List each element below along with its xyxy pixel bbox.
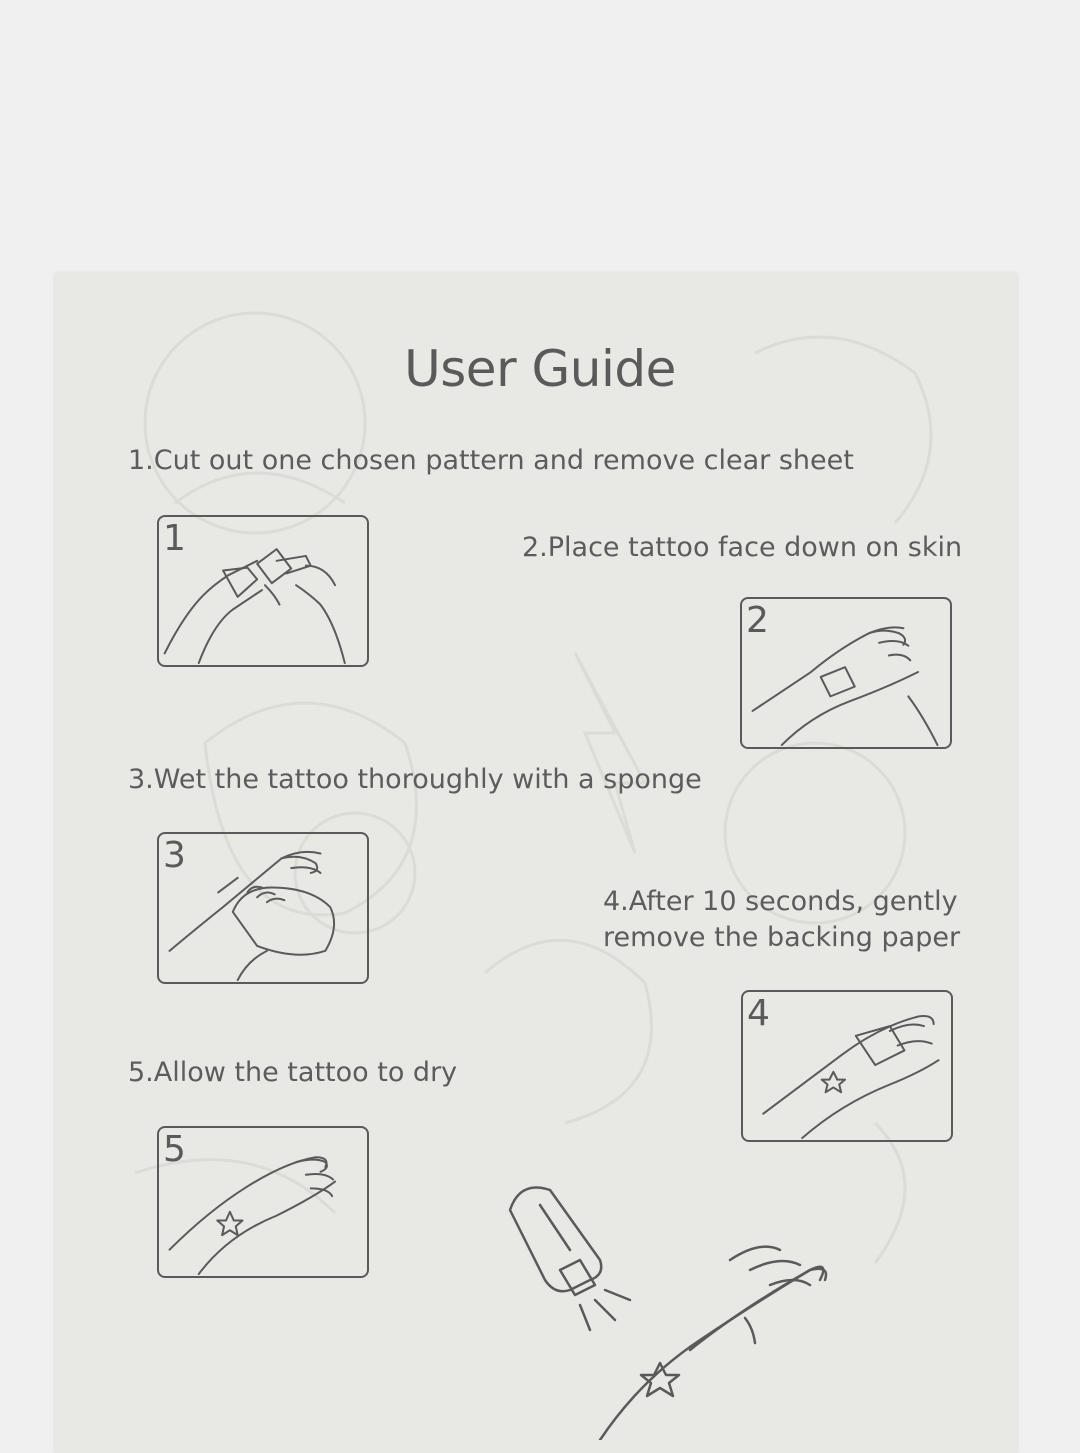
step-4-illustration [741, 990, 953, 1142]
step-2-number: 2 [746, 600, 769, 641]
step-2-illustration [740, 597, 952, 749]
sponge-wetting-icon [159, 834, 367, 982]
step-2-text: 2.Place tattoo face down on skin [522, 532, 963, 563]
step-4-number: 4 [747, 993, 770, 1034]
hand-placing-tattoo-icon [742, 599, 950, 747]
step-3-illustration [157, 832, 369, 984]
step-3-number: 3 [163, 835, 186, 876]
step-3-text: 3.Wet the tattoo thoroughly with a sponge [128, 764, 702, 795]
sun-drying-hand-icon [500, 1170, 840, 1440]
hand-star-tattoo-icon [159, 1128, 367, 1276]
step-5-text: 5.Allow the tattoo to dry [128, 1057, 458, 1088]
step-5-illustration [157, 1126, 369, 1278]
hands-peeling-icon [159, 517, 367, 665]
step-5-number: 5 [163, 1129, 186, 1170]
step-1-text: 1.Cut out one chosen pattern and remove clear sheet [128, 445, 854, 476]
peeling-backing-icon [743, 992, 951, 1140]
page-title: User Guide [404, 340, 676, 398]
step-4-text: 4.After 10 seconds, gently remove the backing paper [603, 886, 961, 953]
step-1-number: 1 [163, 518, 186, 559]
step-1-illustration [157, 515, 369, 667]
